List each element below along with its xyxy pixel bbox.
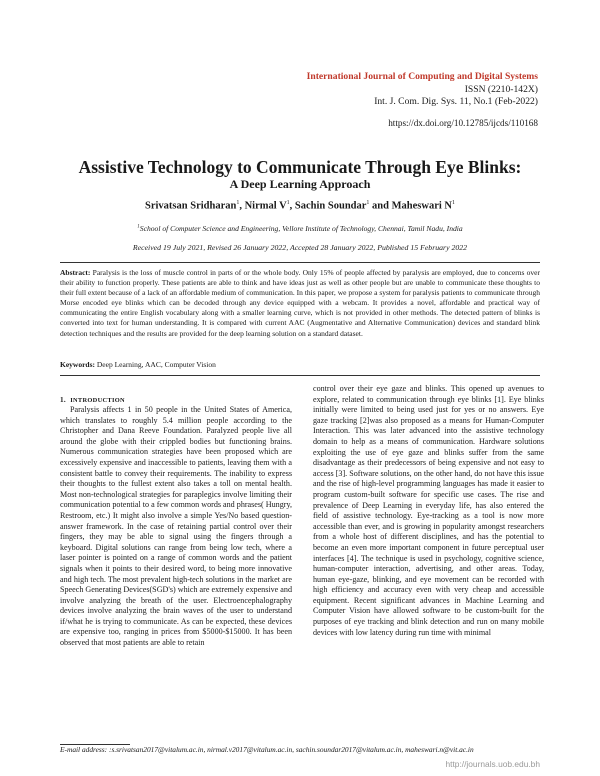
author-affil-mark: 1 bbox=[286, 200, 290, 206]
body-column-right bbox=[313, 384, 544, 638]
journal-site-link[interactable]: http://journals.uob.edu.bh bbox=[445, 759, 540, 769]
body-column-left bbox=[60, 405, 292, 649]
journal-header bbox=[307, 71, 538, 109]
keywords-label: Keywords: bbox=[60, 360, 95, 369]
citation: Int. J. Com. Dig. Sys. 11, No.1 (Feb-2022) bbox=[374, 96, 538, 107]
author-affil-mark: 1 bbox=[451, 200, 455, 206]
author-separator: , bbox=[239, 200, 245, 212]
keywords bbox=[60, 360, 540, 369]
keywords-text: Deep Learning, AAC, Computer Vision bbox=[96, 360, 216, 369]
abstract bbox=[60, 268, 540, 339]
author-affil-mark: 1 bbox=[236, 200, 240, 206]
email-footnote: E-mail address: :s.srivatsan2017@vitalum.ac.in, nirmal.v2017@vitalum.ac.in, sachin.soundar2017@vitalum.ac.in, maheswari.n@vit.ac.in bbox=[60, 745, 474, 754]
affiliation-text: School of Computer Science and Engineering, Vellore Institute of Technology, Chennai, Tamil Nadu, India bbox=[139, 224, 463, 233]
keywords-bottom-rule bbox=[60, 375, 540, 376]
section-heading bbox=[60, 396, 125, 404]
journal-name[interactable]: International Journal of Computing and Digital Systems bbox=[306, 71, 538, 82]
affiliation bbox=[0, 224, 600, 233]
author-name: Sachin Soundar bbox=[294, 200, 367, 212]
author-list bbox=[0, 200, 600, 212]
paper-subtitle: A Deep Learning Approach bbox=[229, 177, 371, 191]
author-name: Maheswari N bbox=[391, 200, 452, 212]
body-paragraph: control over their eye gaze and blinks. This opened up avenues to explore, related to communication through eye blinks [1]. Eye blinks initially were limited to being used just for yes or no answers. Eye gaze tracking [2]was also proposed as a means for Human-Computer Interaction. This was later advanced into the assistive technology domain to help as a means of communication. Hardware solutions exploiting the use of eye gaze and blinks suffer from the same disadvantage as their predecessors of being expensive and not easy to access [3]. Software solutions, on the other hand, do not have this issue and the rise of high-level programming languages has made it easier to program custom-built software for specific use cases. The rise and prevalence of Deep Learning in everyday life, has also entered the field of assistive technology. Eye-tracking as a tool is now more accessible than ever, and is growing in popularity amongst researchers from a whole host of different disciplines, and has the potential to become an even more important component in future perceptual user interfaces [4]. The technique is used in psychology, cognitive science, human-computer interaction, advertising, and other areas. Today, human eye-gaze, blinking, and eye movement can be recorded with high efficiency and accuracy even with very cheap and accessible equipment. Recent significant advances in Machine Learning and Computer Vision have allowed software to be custom-built for the purposes of eye tracking and blink detection and run on many mobile devices with low latency during run time with minimal bbox=[313, 384, 544, 637]
abstract-text: Paralysis is the loss of muscle control in parts of or the whole body. Only 15% of people affected by paralysis are employed, due to concerns over their ability to function properly. These patients are able to think and have ideas just as well as other people but are unable to communicate these thoughts to their full extent because of a lack of an affordable medium of communication. In this paper, we propose a system for paralysis patients to communicate through Morse encoded eye blinks which can be decoded through any device equipped with a webcam. It provides a novel, affordable and practical way of communicating the entire English vocabulary along with a smaller learning curve, which is not provided in other methods. The detected pattern of blinks is converted into text for human understanding. It is compared with current AAC (Augmentative and Alternative Communication) devices and standard blink detection techniques and the results are provided for the deep learning solution on a standard dataset. bbox=[60, 268, 540, 338]
abstract-label: Abstract: bbox=[60, 268, 91, 277]
received-dates: Received 19 July 2021, Revised 26 January 2022, Accepted 28 January 2022, Published 15 February 2022 bbox=[132, 243, 468, 252]
author-separator: , bbox=[289, 200, 295, 212]
abstract-top-rule bbox=[60, 262, 540, 263]
section-title: INTRODUCTION bbox=[70, 397, 125, 404]
author-name: Srivatsan Sridharan bbox=[145, 200, 237, 212]
doi-link[interactable]: https://dx.doi.org/10.12785/ijcds/110168 bbox=[388, 118, 538, 128]
author-affil-mark: 1 bbox=[366, 200, 370, 206]
paper-title: Assistive Technology to Communicate Through Eye Blinks: bbox=[78, 157, 522, 177]
section-number: 1. bbox=[60, 396, 66, 404]
author-name: Nirmal V bbox=[244, 200, 287, 212]
body-paragraph: Paralysis affects 1 in 50 people in the United States of America, which translates to roughly 5.4 million people according to the Christopher and Dana Reeve Foundation. Paralyzed people live all around the globe with their crippled bodies but functioning brains. Numerous communication strategies have been proposed which are excessively expensive and inaccessible to patients, leaving them with a consistent battle to convey their requirements. The inability to express their thoughts to the fullest extent also takes a toll on mental health. Most non-technological strategies for paraplegics involve limiting their communication potential to a few common words and phrases( Hungry, Restroom, etc.) It might also involve a simple Yes/No based question-answer framework. In the case of retaining partial control over their fingers, they may be able to signal using the fingers through a keyboard. Digital solutions can range from being low tech, where a laser pointer is pointed on a range of common words and the patient signals when it points to their desired word, to being more innovative and high tech. The most prevalent high-tech solutions in the market are Speech Generating Devices(SGD's) which are extremely expensive and involve analyzing the breath of the user. Electroencephalography devices involve analyzing the brain waves of the user to understand if/what he is trying to communicate. As can be expected, these devices are expensive too, ranging in prices from $5000-$15000. It has been observed that most patients are able to retain bbox=[60, 405, 292, 648]
affiliation-mark: 1 bbox=[137, 224, 140, 230]
author-and: and bbox=[369, 200, 392, 212]
issn: ISSN (2210-142X) bbox=[464, 83, 538, 95]
